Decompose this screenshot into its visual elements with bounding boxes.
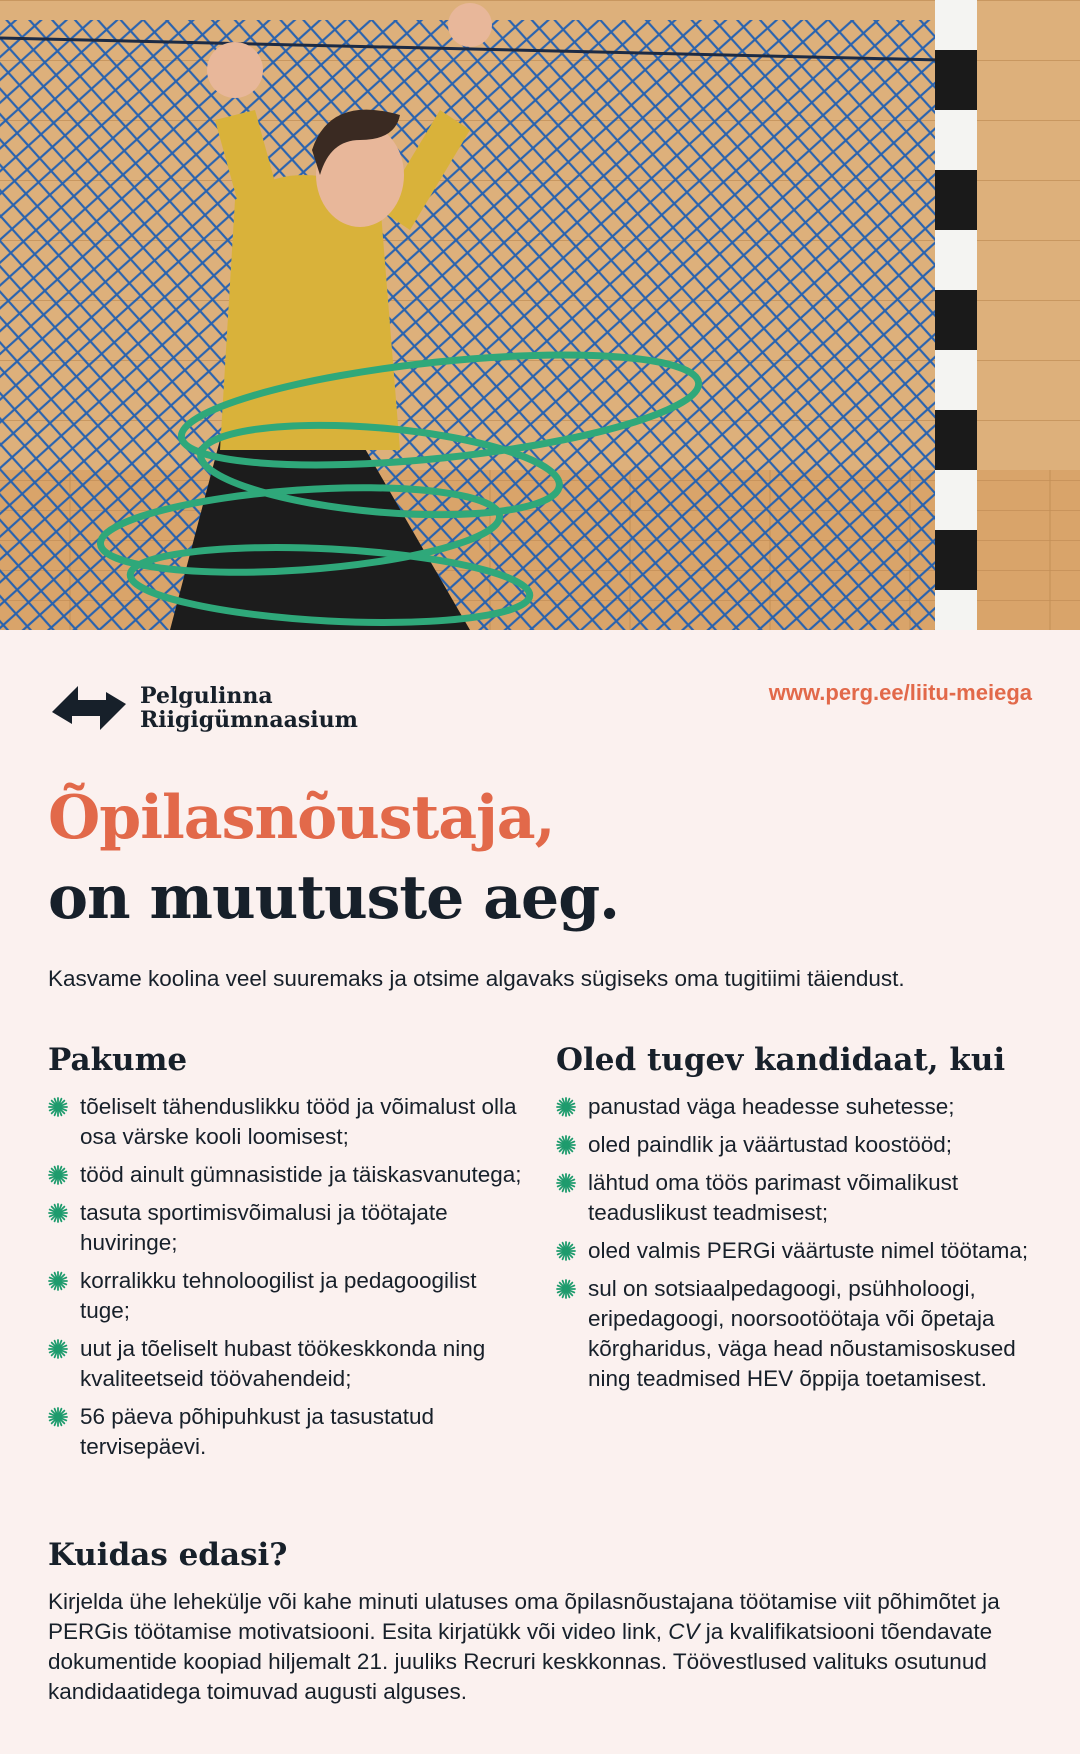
howto-heading: Kuidas edasi? bbox=[48, 1537, 288, 1573]
list-item: oled valmis PERGi väärtuste nimel töötama; bbox=[556, 1236, 1036, 1266]
title-line2: on muutuste aeg. bbox=[48, 863, 620, 933]
intro-text: Kasvame koolina veel suuremaks ja otsime algavaks sügiseks oma tugitiimi täiendust. bbox=[48, 966, 905, 991]
list-item: panustad väga headesse suhetesse; bbox=[556, 1092, 1036, 1122]
school-name-line2: Riigigümnaasium bbox=[140, 707, 358, 733]
list-item: tasuta sportimisvõimalusi ja töötajate huviringe; bbox=[48, 1198, 528, 1258]
list-item: uut ja tõeliselt hubast töökeskkonda ning kvaliteetseid töövahendeid; bbox=[48, 1334, 528, 1394]
candidate-heading: Oled tugev kandidaat, kui bbox=[556, 1042, 1006, 1078]
candidate-list bbox=[556, 1092, 1036, 1394]
list-item: tööd ainult gümnasistide ja täiskasvanutega; bbox=[48, 1160, 528, 1190]
howto-section bbox=[48, 1535, 1038, 1707]
howto-text: Kirjelda ühe lehekülje või kahe minuti ulatuses oma õpilasnõustajana töötamise viit põhimõtet ja PERGis töötamise motivatsiooni. Esita kirjatükk või video link, CV ja kvalifikatsiooni tõendavate dokumentide koopiad hiljemalt 21. juuliks Recruri keskkonnas. Töövestlused valituks osutunud kandidaatidega toimuvad augusti alguses. bbox=[48, 1589, 1000, 1704]
list-item: sul on sotsiaalpedagoogi, psühholoogi, eripedagoogi, noorsootöötaja või õpetaja kõrgharidus, väga head nõustamisoskused ning teadmised HEV õppija toetamisest. bbox=[556, 1274, 1036, 1394]
starburst-bullet-icon bbox=[556, 1279, 576, 1299]
list-item: 56 päeva põhipuhkust ja tasustatud tervisepäevi. bbox=[48, 1402, 528, 1462]
starburst-bullet-icon bbox=[556, 1241, 576, 1261]
list-item: oled paindlik ja väärtustad koostööd; bbox=[556, 1130, 1036, 1160]
cv-term: CV bbox=[668, 1619, 700, 1644]
page-title bbox=[48, 778, 619, 938]
starburst-bullet-icon bbox=[48, 1407, 68, 1427]
starburst-bullet-icon bbox=[556, 1097, 576, 1117]
starburst-bullet-icon bbox=[48, 1339, 68, 1359]
school-logo[interactable] bbox=[48, 678, 358, 738]
starburst-bullet-icon bbox=[48, 1271, 68, 1291]
list-item: lähtud oma töös parimast võimalikust teaduslikust teadmisest; bbox=[556, 1168, 1036, 1228]
starburst-bullet-icon bbox=[48, 1165, 68, 1185]
offer-section bbox=[48, 1040, 528, 1470]
candidate-section bbox=[556, 1040, 1036, 1402]
offer-list bbox=[48, 1092, 528, 1462]
hero-photo bbox=[0, 0, 1080, 630]
school-name-line1: Pelgulinna bbox=[140, 683, 273, 709]
school-name bbox=[140, 684, 358, 732]
starburst-bullet-icon bbox=[556, 1173, 576, 1193]
starburst-bullet-icon bbox=[48, 1097, 68, 1117]
perg-logo-icon bbox=[48, 678, 130, 738]
list-item: korralikku tehnoloogilist ja pedagoogilist tuge; bbox=[48, 1266, 528, 1326]
title-line1: Õpilasnõustaja, bbox=[48, 783, 555, 853]
offer-heading: Pakume bbox=[48, 1042, 188, 1078]
hero-illustration bbox=[0, 0, 1080, 630]
career-link[interactable]: www.perg.ee/liitu-meiega bbox=[768, 680, 1032, 705]
starburst-bullet-icon bbox=[48, 1203, 68, 1223]
list-item: tõeliselt tähenduslikku tööd ja võimalust olla osa värske kooli loomisest; bbox=[48, 1092, 528, 1152]
starburst-bullet-icon bbox=[556, 1135, 576, 1155]
